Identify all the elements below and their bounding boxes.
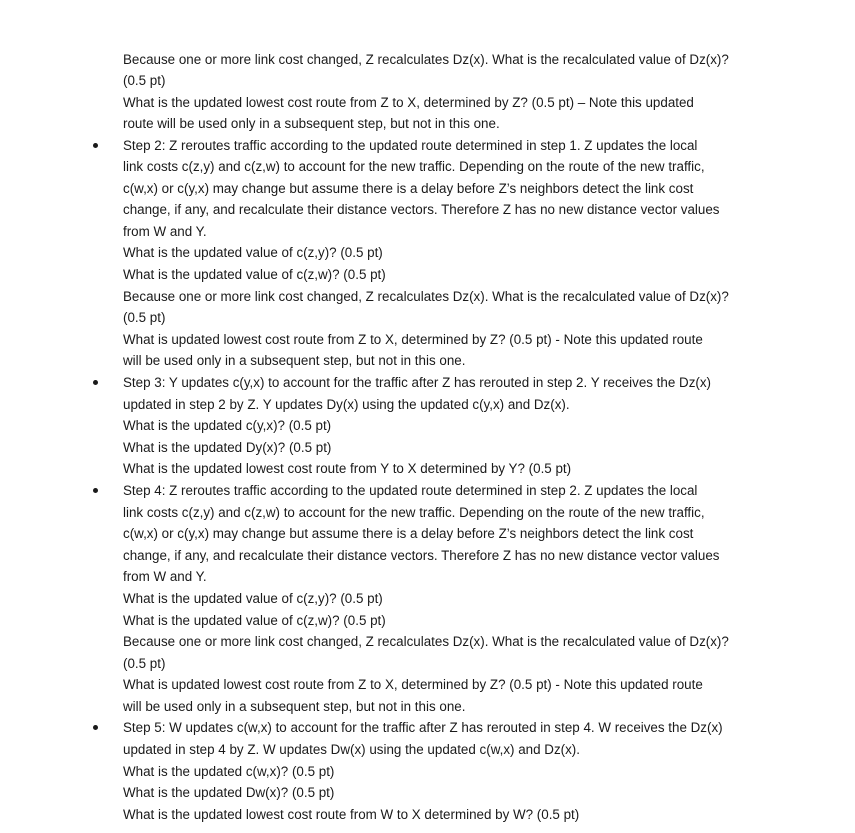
text-line: updated in step 2 by Z. Y updates Dy(x) using the updated c(y,x) and Dz(x). [123,397,570,412]
bullet-icon [93,143,98,148]
question-line: What is the updated value of c(z,w)? (0.5 pt) [123,613,386,628]
bullet-icon [93,725,98,730]
question-line: What is the updated c(w,x)? (0.5 pt) [123,764,335,779]
question-line: What is the updated value of c(z,y)? (0.5 pt) [123,245,383,260]
text-line: (0.5 pt) [123,310,166,325]
text-line: updated in step 4 by Z. W updates Dw(x) using the updated c(w,x) and Dz(x). [123,742,580,757]
question-line: What is updated lowest cost route from Z to X, determined by Z? (0.5 pt) - Note this updated route [123,332,703,347]
text-line: c(w,x) or c(y,x) may change but assume there is a delay before Z’s neighbors detect the link cost [123,181,694,196]
bullet-icon [93,488,98,493]
question-line: What is the updated value of c(z,y)? (0.5 pt) [123,591,383,606]
text-line: change, if any, and recalculate their distance vectors. Therefore Z has no new distance vector values [123,202,720,217]
text-line: from W and Y. [123,224,207,239]
text-line: route will be used only in a subsequent step, but not in this one. [123,116,500,131]
question-line: What is the updated lowest cost route from W to X determined by W? (0.5 pt) [123,807,580,822]
question-line: What is the updated value of c(z,w)? (0.5 pt) [123,267,386,282]
text-line: link costs c(z,y) and c(z,w) to account for the new traffic. Depending on the route of the new traffic, [123,505,705,520]
step-3-heading: Step 3: Y updates c(y,x) to account for the traffic after Z has rerouted in step 2. Y receives the Dz(x) [123,375,711,390]
question-line: Because one or more link cost changed, Z recalculates Dz(x). What is the recalculated value of Dz(x)? [123,289,729,304]
question-line: Because one or more link cost changed, Z recalculates Dz(x). What is the recalculated value of Dz(x)? [123,634,729,649]
step-2-heading: Step 2: Z reroutes traffic according to the updated route determined in step 1. Z updates the local [123,138,698,153]
text-line: (0.5 pt) [123,73,166,88]
text-line: from W and Y. [123,569,207,584]
question-line: What is the updated lowest cost route from Y to X determined by Y? (0.5 pt) [123,461,572,476]
text-line: link costs c(z,y) and c(z,w) to account for the new traffic. Depending on the route of the new traffic, [123,159,705,174]
text-line: will be used only in a subsequent step, but not in this one. [123,353,466,368]
question-line: What is updated lowest cost route from Z to X, determined by Z? (0.5 pt) - Note this updated route [123,677,703,692]
text-line: change, if any, and recalculate their distance vectors. Therefore Z has no new distance vector values [123,548,720,563]
text-line: c(w,x) or c(y,x) may change but assume there is a delay before Z’s neighbors detect the link cost [123,526,694,541]
step-5-heading: Step 5: W updates c(w,x) to account for the traffic after Z has rerouted in step 4. W receives the Dz(x) [123,720,723,735]
bullet-icon [93,380,98,385]
question-line: What is the updated Dy(x)? (0.5 pt) [123,440,332,455]
question-line: What is the updated c(y,x)? (0.5 pt) [123,418,332,433]
text-line: will be used only in a subsequent step, but not in this one. [123,699,466,714]
step-4-heading: Step 4: Z reroutes traffic according to the updated route determined in step 2. Z updates the local [123,483,698,498]
question-line: What is the updated Dw(x)? (0.5 pt) [123,785,335,800]
text-line: (0.5 pt) [123,656,166,671]
text-line: Because one or more link cost changed, Z recalculates Dz(x). What is the recalculated value of Dz(x)? [123,52,729,67]
text-line: What is the updated lowest cost route from Z to X, determined by Z? (0.5 pt) – Note this updated [123,95,694,110]
